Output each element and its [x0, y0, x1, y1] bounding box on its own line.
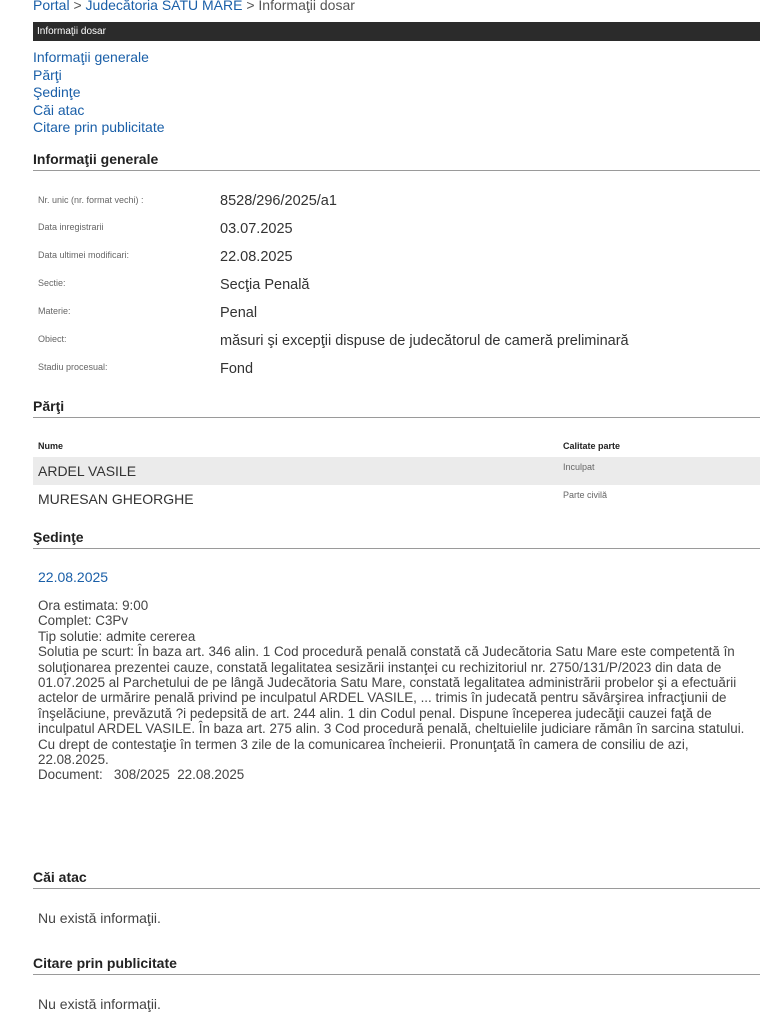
field-label-obiect: Obiect:: [38, 334, 67, 344]
table-row: [33, 457, 760, 485]
party-name: MURESAN GHEORGHE: [38, 491, 194, 507]
section-title-citare: Citare prin publicitate: [33, 955, 177, 971]
party-name: ARDEL VASILE: [38, 463, 137, 479]
section-nav: [33, 49, 165, 137]
field-label-data-inregistrarii: Data inregistrarii: [38, 222, 104, 232]
field-label-data-modificari: Data ultimei modificari:: [38, 250, 130, 260]
nav-link-informatii-generale[interactable]: Informaţii generale: [33, 49, 149, 65]
hearing-date: 22.08.2025: [38, 569, 109, 585]
nav-link-citare[interactable]: Citare prin publicitate: [33, 119, 165, 135]
breadcrumb-court-link[interactable]: Judecătoria SATU MARE: [85, 0, 243, 13]
breadcrumb-portal-link[interactable]: Portal: [33, 0, 70, 13]
section-divider: [33, 974, 760, 975]
field-label-nr-unic: Nr. unic (nr. format vechi) :: [38, 195, 144, 205]
section-divider: [33, 170, 760, 171]
hearing-solution-type: Tip solutie: admite cererea: [38, 628, 196, 644]
field-value-obiect: măsuri şi excepţii dispuse de judecătorul de cameră preliminară: [220, 333, 629, 349]
hearing-solution-summary: Solutia pe scurt: În baza art. 346 alin. 1 Cod procedură penală constată că Judecătoria Satu Mare este competentă în soluţionarea prezentei cauze, constată legalitatea sesizării instanţei cu rechizitoriul nr. 2750/131/P/2023 din data de 01.07.2025 al Parchetului de pe lângă Judecătoria Satu Mare, constată legalitatea administrării probelor şi a efectuării actelor de urmărire penală privind pe inculpatul ARDEL VASILE, ... trimis în judecată pentru săvârşirea infracţiunii de înşelăciune, prevăzută ?i pedepsită de art. 244 alin. 1 din Codul penal. Dispune începerea judecăţii cauzei faţă de inculpatul ARDEL VASILE. În baza art. 275 alin. 3 Cod procedură penală, cheltuielile judiciare rămân în sarcina statului. Cu drept de contestaţie în termen 3 zile de la comunicarea încheierii. Pronunţată în camera de consiliu de azi, 22.08.2025.: [38, 644, 745, 768]
field-value-sectie: Secţia Penală: [220, 277, 310, 293]
hearing-document: Document: 308/2025 22.08.2025: [38, 767, 245, 783]
breadcrumb-separator: >: [73, 0, 82, 13]
section-title-cai-atac: Căi atac: [33, 869, 87, 885]
nav-link-cai-atac[interactable]: Căi atac: [33, 101, 85, 118]
empty-state-cai-atac: Nu există informaţii.: [38, 910, 161, 926]
hearing-estimated-time: Ora estimata: 9:00: [38, 598, 149, 613]
breadcrumb-separator: >: [246, 0, 255, 13]
table-header-nume: Nume: [38, 441, 64, 451]
field-value-data-inregistrarii: 03.07.2025: [220, 221, 293, 237]
breadcrumb-current: Informaţii dosar: [258, 0, 355, 13]
hearing-details: [38, 598, 754, 783]
section-divider: [33, 888, 760, 889]
field-label-stadiu: Stadiu procesual:: [38, 362, 108, 372]
party-role: Parte civilă: [563, 490, 608, 500]
field-value-data-modificari: 22.08.2025: [220, 249, 293, 265]
section-divider: [33, 417, 760, 418]
table-header-calitate: Calitate parte: [563, 441, 621, 451]
section-title-informatii-generale: Informaţii generale: [33, 151, 159, 167]
nav-link-sedinte[interactable]: Şedinţe: [33, 84, 81, 100]
empty-state-citare: Nu există informaţii.: [38, 996, 161, 1012]
hearing-panel: Complet: C3Pv: [38, 613, 129, 629]
field-label-materie: Materie:: [38, 306, 71, 316]
field-value-stadiu: Fond: [220, 361, 254, 377]
page-header-bar: [33, 22, 760, 41]
section-title-sedinte: Şedinţe: [33, 529, 84, 545]
page-header-title: Informaţii dosar: [37, 26, 106, 37]
breadcrumb: [33, 0, 355, 14]
field-value-nr-unic: 8528/296/2025/a1: [220, 193, 337, 209]
table-row: [33, 485, 760, 513]
section-title-parti: Părţi: [33, 398, 65, 414]
field-label-sectie: Sectie:: [38, 278, 66, 288]
nav-link-parti[interactable]: Părţi: [33, 66, 62, 83]
party-role: Inculpat: [563, 462, 595, 472]
section-divider: [33, 548, 760, 549]
field-value-materie: Penal: [220, 305, 258, 321]
